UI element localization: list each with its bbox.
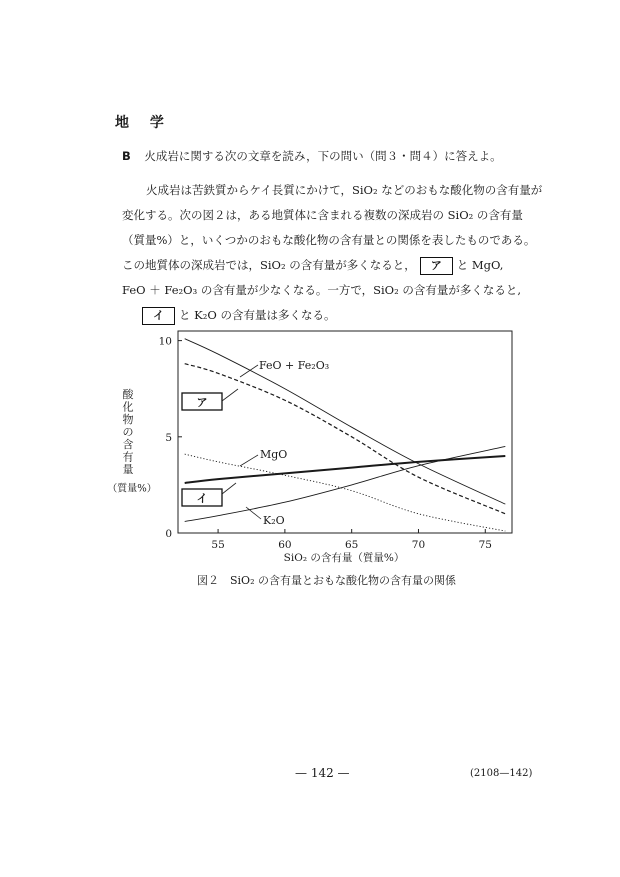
y-axis-label: 酸化物の含有量（質量%） (107, 388, 157, 495)
series-line-1 (185, 364, 506, 514)
paragraph-text: この地質体の深成岩では，SiO₂ の含有量が多くなると， (122, 258, 416, 272)
leader-mgo (240, 455, 258, 466)
leader-a (222, 389, 238, 401)
page-number: — 142 — (295, 766, 350, 780)
page-heading: 地 学 (115, 115, 172, 131)
paragraph-line: （質量%）と，いくつかのおもな酸化物の含有量との関係を表したものである。 (122, 233, 536, 247)
section-label: B (122, 149, 131, 163)
paragraph-text: と K₂O の含有量は多くなる。 (179, 308, 336, 322)
y-tick-label: 5 (165, 431, 172, 444)
series-line-3 (185, 456, 506, 483)
series-line-4 (185, 446, 506, 521)
x-tick-label: 75 (478, 539, 492, 551)
document-code: (2108—142) (470, 768, 533, 779)
paragraph-line: 変化する。次の図２は，ある地質体に含まれる複数の深成岩の SiO₂ の含有量 (122, 208, 523, 222)
chart-box-a-label: ア (196, 396, 208, 409)
x-tick-label: 65 (344, 539, 359, 551)
x-tick-label: 55 (211, 539, 225, 551)
x-tick-label: 70 (411, 539, 426, 551)
label-mgo: MgO (260, 448, 288, 461)
paragraph-line: 火成岩は苦鉄質からケイ長質にかけて，SiO₂ などのおもな酸化物の含有量が (146, 183, 543, 197)
y-tick-label: 0 (165, 528, 172, 540)
answer-box-i: イ (142, 307, 175, 325)
plot-frame (178, 331, 512, 533)
paragraph-text: と MgO, (456, 258, 504, 272)
answer-box-a: ア (420, 257, 453, 275)
section-instruction-text: 火成岩に関する次の文章を読み，下の問い（問３・問４）に答えよ。 (144, 149, 502, 163)
x-tick-label: 60 (278, 539, 292, 551)
paragraph-line: FeO ＋ Fe₂O₃ の含有量が少なくなる。一方で，SiO₂ の含有量が多くなると, (122, 283, 522, 297)
x-axis-label: SiO₂ の含有量（質量%） (283, 552, 405, 564)
series-line-2 (185, 454, 506, 531)
chart-box-i-label: イ (196, 492, 208, 505)
label-feo-fe2o3: FeO + Fe₂O₃ (259, 359, 330, 372)
y-tick-label: 10 (158, 335, 172, 348)
series-line-0 (185, 339, 506, 504)
label-k2o: K₂O (263, 514, 285, 527)
figure-caption: 図２ SiO₂ の含有量とおもな酸化物の含有量の関係 (197, 574, 456, 587)
leader-i (222, 483, 236, 494)
